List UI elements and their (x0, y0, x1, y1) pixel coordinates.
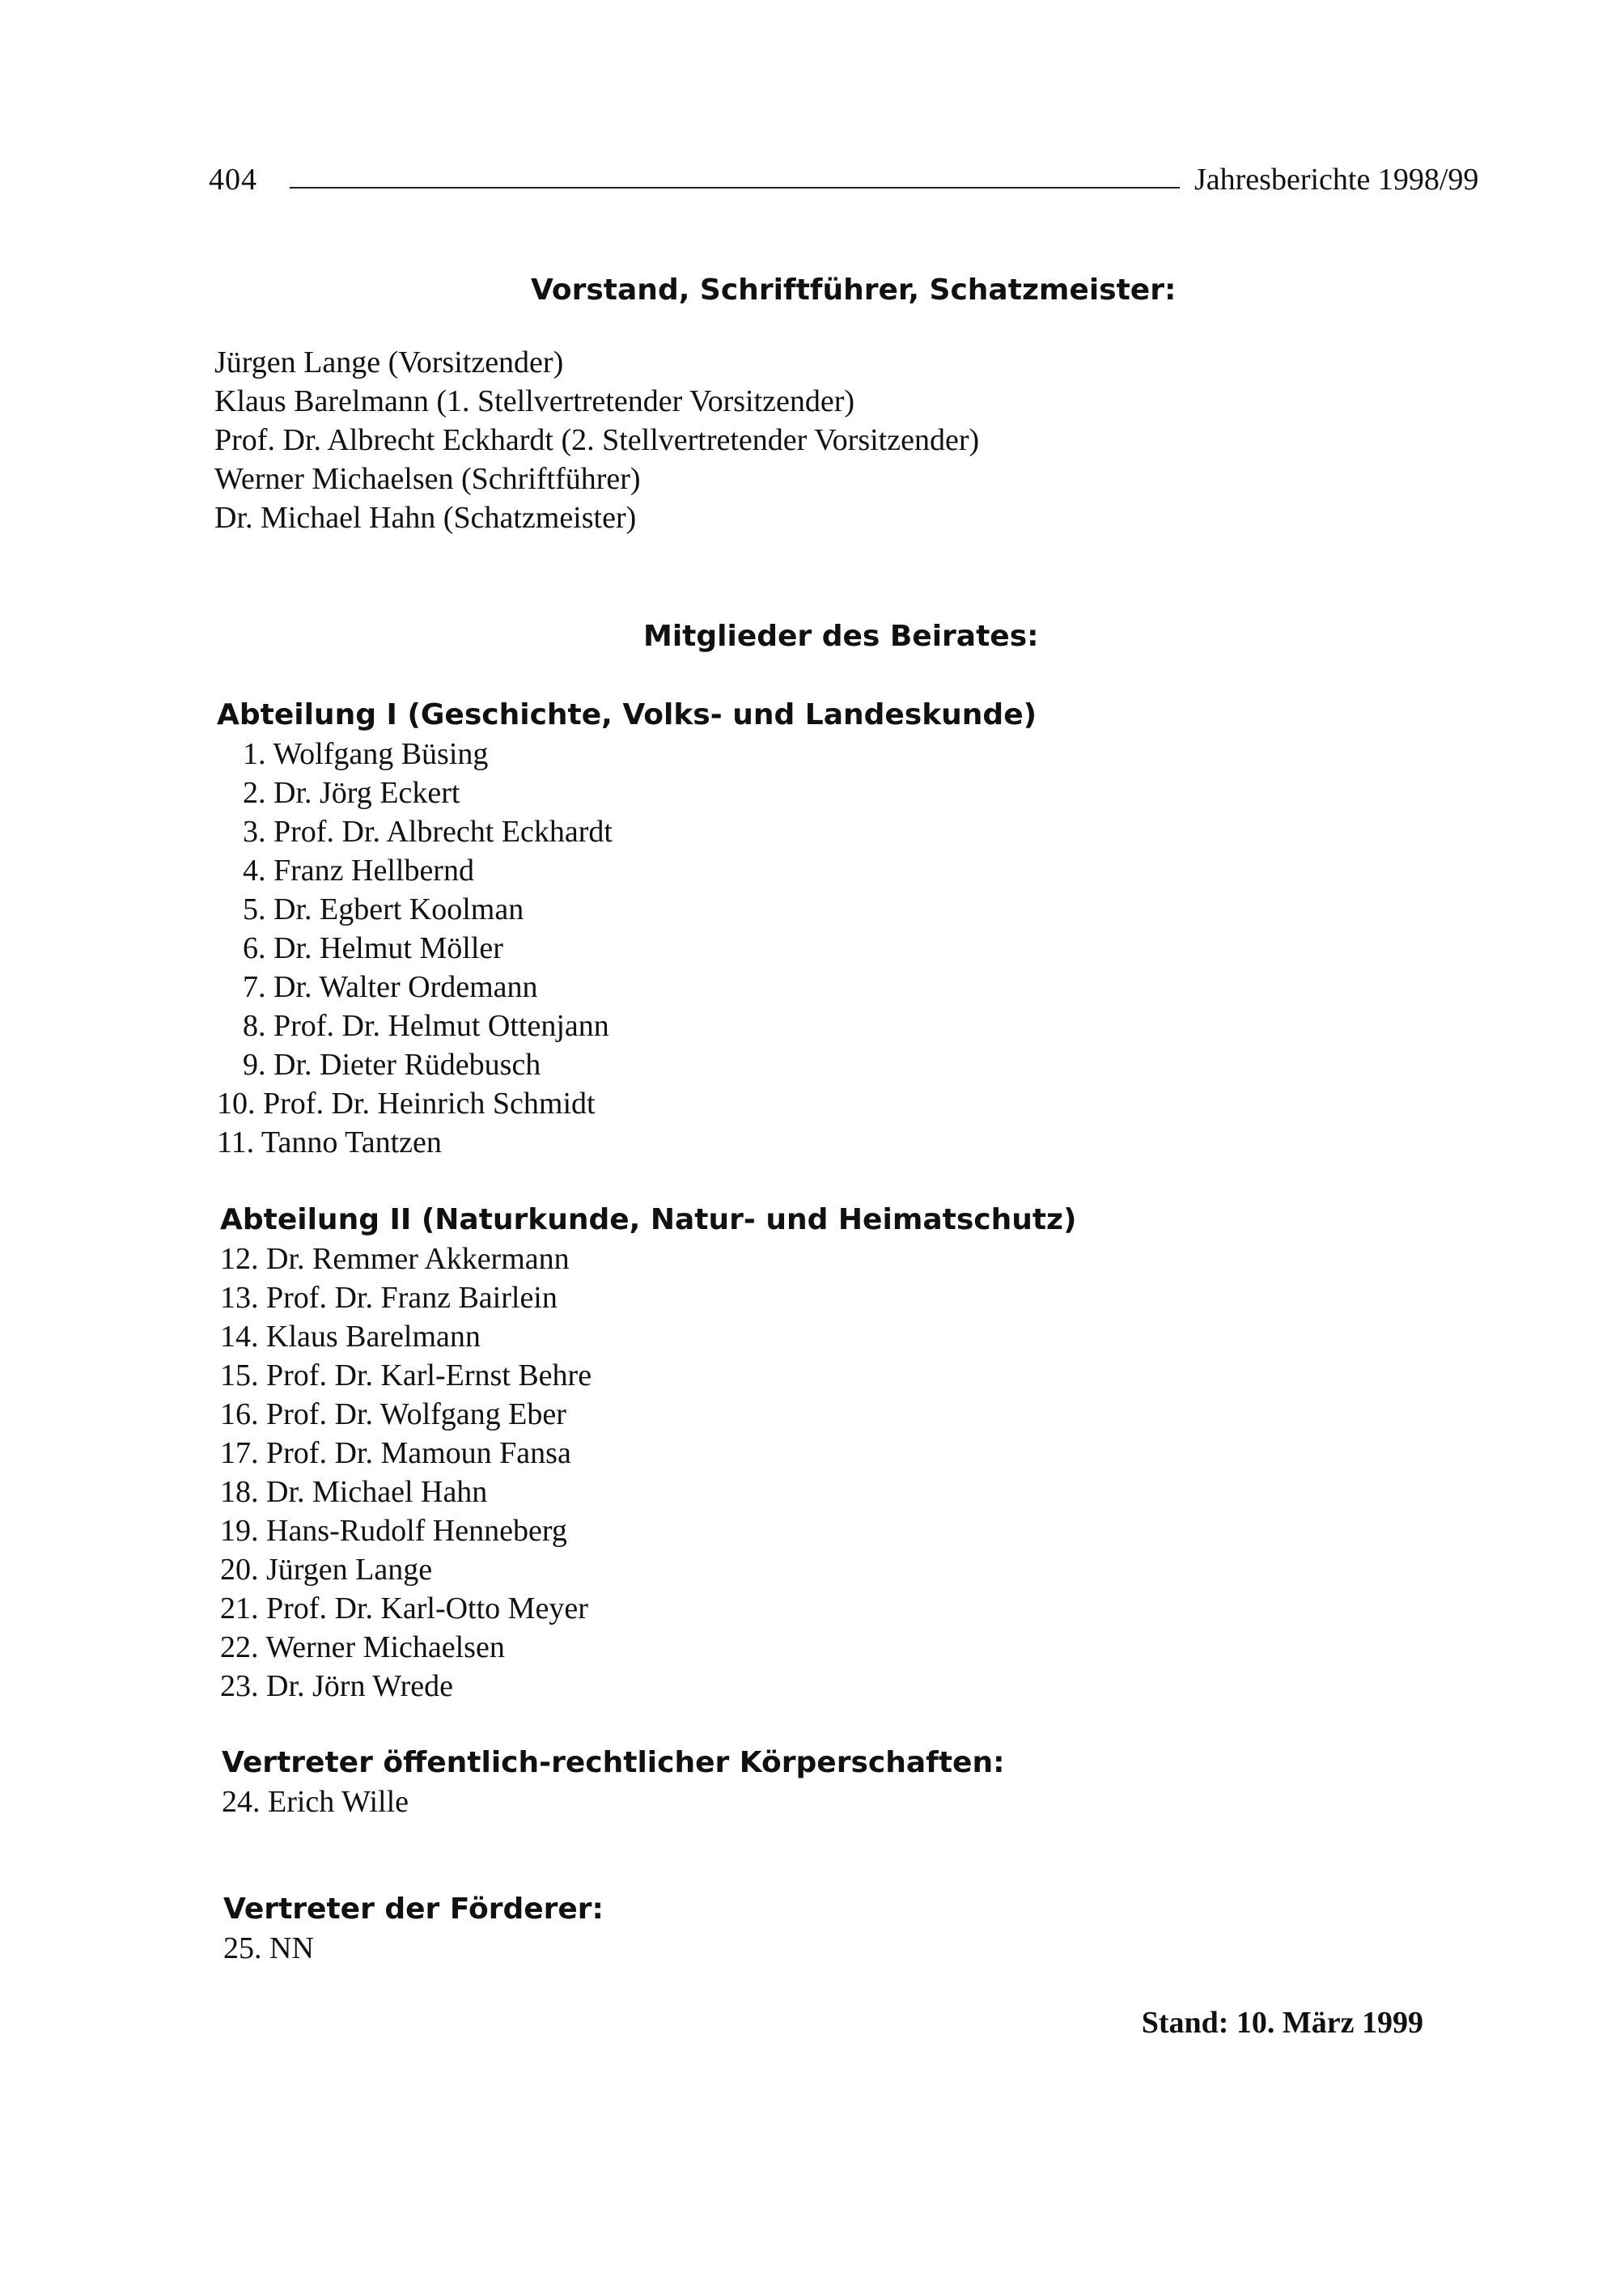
abteilung2-section (220, 1201, 1076, 1706)
list-item: 24. Erich Wille (222, 1785, 409, 1819)
list-item: 6. Dr. Helmut Möller (243, 931, 503, 965)
abteilung1-title: Abteilung I (Geschichte, Volks- und Landeskunde) (217, 698, 1037, 731)
vorstand-member: Prof. Dr. Albrecht Eckhardt (2. Stellvertretender Vorsitzender) (214, 423, 980, 457)
list-item: 8. Prof. Dr. Helmut Ottenjann (243, 1009, 609, 1043)
abteilung1-section (217, 696, 1037, 1162)
list-item: 11. Tanno Tantzen (217, 1125, 442, 1159)
header-rule (290, 187, 1180, 189)
list-item: 19. Hans-Rudolf Henneberg (220, 1514, 567, 1548)
list-item: 3. Prof. Dr. Albrecht Eckhardt (243, 815, 613, 849)
page-number: 404 (209, 163, 257, 197)
koerperschaften-section (222, 1744, 1004, 1821)
list-item: 17. Prof. Dr. Mamoun Fansa (220, 1436, 571, 1470)
vorstand-member: Klaus Barelmann (1. Stellvertretender Vorsitzender) (214, 384, 855, 418)
foerderer-title: Vertreter der Förderer: (223, 1892, 604, 1926)
vorstand-member: Jürgen Lange (Vorsitzender) (214, 345, 564, 379)
running-title: Jahresberichte 1998/99 (1194, 163, 1479, 197)
list-item: 4. Franz Hellbernd (243, 854, 474, 888)
list-item: 20. Jürgen Lange (220, 1553, 433, 1587)
list-item: 15. Prof. Dr. Karl-Ernst Behre (220, 1358, 592, 1392)
list-item: 18. Dr. Michael Hahn (220, 1475, 488, 1509)
list-item: 2. Dr. Jörg Eckert (243, 776, 460, 810)
list-item: 14. Klaus Barelmann (220, 1320, 481, 1354)
vorstand-member: Dr. Michael Hahn (Schatzmeister) (214, 501, 637, 535)
list-item: 1. Wolfgang Büsing (243, 737, 489, 771)
list-item: 22. Werner Michaelsen (220, 1630, 505, 1664)
vorstand-member: Werner Michaelsen (Schriftführer) (214, 462, 641, 496)
vorstand-list (214, 343, 979, 537)
list-item: 12. Dr. Remmer Akkermann (220, 1242, 570, 1276)
list-item: 25. NN (223, 1931, 314, 1965)
beirat-heading: Mitglieder des Beirates: (643, 620, 1039, 653)
page-header (209, 162, 1479, 210)
stand-date: Stand: 10. März 1999 (1141, 2006, 1423, 2040)
list-item: 16. Prof. Dr. Wolfgang Eber (220, 1397, 566, 1431)
koerperschaften-title: Vertreter öffentlich-rechtlicher Körperschaften: (222, 1746, 1005, 1779)
list-item: 23. Dr. Jörn Wrede (220, 1669, 453, 1703)
vorstand-heading: Vorstand, Schriftführer, Schatzmeister: (531, 273, 1177, 307)
list-item: 13. Prof. Dr. Franz Bairlein (220, 1281, 558, 1315)
list-item: 10. Prof. Dr. Heinrich Schmidt (217, 1087, 596, 1121)
list-item: 9. Dr. Dieter Rüdebusch (243, 1048, 541, 1082)
list-item: 7. Dr. Walter Ordemann (243, 970, 538, 1004)
list-item: 5. Dr. Egbert Koolman (243, 892, 524, 926)
foerderer-section (223, 1890, 604, 1968)
abteilung2-title: Abteilung II (Naturkunde, Natur- und Heimatschutz) (220, 1203, 1077, 1236)
list-item: 21. Prof. Dr. Karl-Otto Meyer (220, 1592, 588, 1625)
